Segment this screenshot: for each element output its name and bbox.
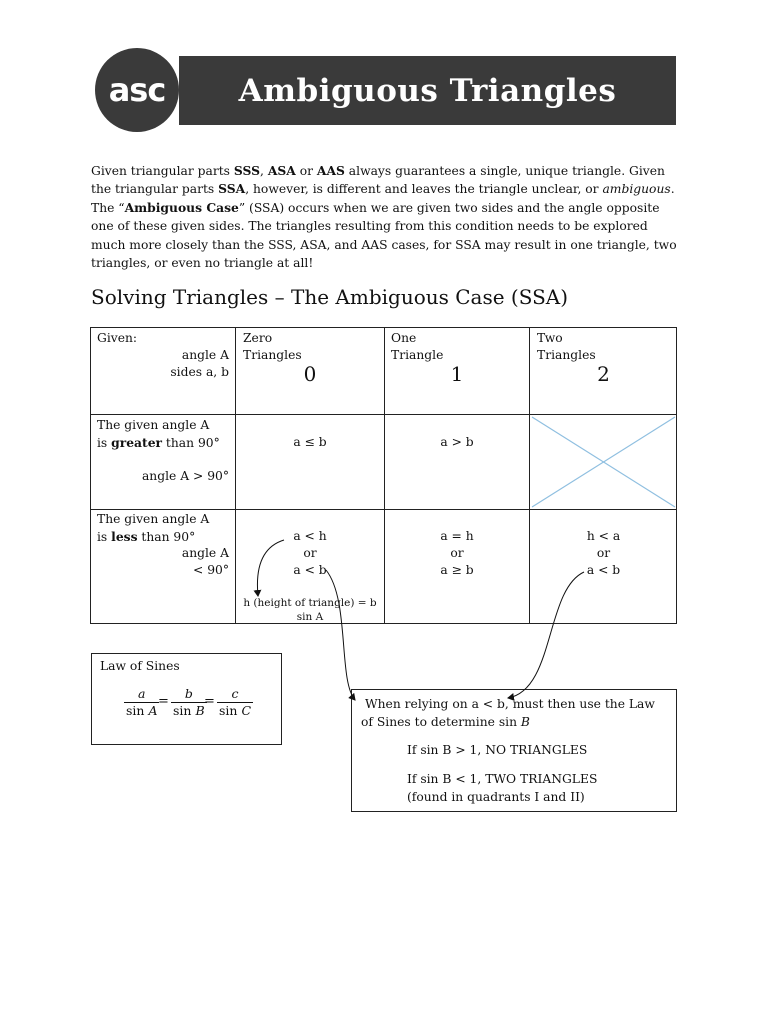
row-greater-zero: a ≤ b — [293, 435, 327, 449]
procedure-no-triangles: If sin B > 1, NO TRIANGLES — [407, 743, 588, 757]
procedure-line1: When relying on a < b, must then use the Law — [365, 697, 655, 711]
height-note-line1: h (height of triangle) = b — [243, 597, 377, 609]
row-less-line1: The given angle A — [97, 512, 210, 526]
procedure-two-triangles: If sin B < 1, TWO TRIANGLES — [407, 772, 598, 786]
procedure-line2: of Sines to determine sin B — [361, 715, 530, 729]
ssa-procedure-box — [351, 689, 677, 812]
row-less-two-3: a < b — [586, 563, 621, 577]
row-less-zero-3: a < b — [293, 563, 327, 577]
header-one-count: 1 — [450, 362, 464, 386]
header-one-line1: One — [391, 331, 417, 345]
law-of-sines-title: Law of Sines — [100, 659, 180, 673]
header-two-count: 2 — [597, 362, 610, 386]
row-less-two-2: or — [596, 546, 611, 560]
height-note-line2: sin A — [296, 611, 324, 623]
given-label: Given: — [97, 331, 138, 345]
row-less-cond1: angle A — [181, 546, 229, 560]
page-title: Ambiguous Triangles — [179, 56, 676, 125]
intro-paragraph: Given triangular parts SSS, ASA or AAS always guarantees a single, unique triangle. Given the triangular parts SSA, however, is different and leaves the triangle unclear, or ambiguous. The “Ambiguous Case” (SSA) occurs when we are given two sides and the angle opposite one of these given sides. The triangles resulting from this condition needs to be explored much more closely than the SSS, ASA, and AAS cases, for SSA may result in one triangle, two triangles, or even no triangle at all! — [91, 163, 677, 271]
law-of-sines-box — [91, 653, 282, 745]
row-greater-condition: angle A > 90° — [141, 469, 229, 483]
not-applicable-cross — [530, 415, 677, 509]
section-title: Solving Triangles – The Ambiguous Case (SSA) — [91, 285, 569, 309]
row-less-one-1: a = h — [440, 529, 474, 543]
row-less-zero-2: or — [303, 546, 317, 560]
given-angle: angle A — [181, 348, 229, 362]
header-zero-line2: Triangles — [243, 348, 302, 362]
procedure-quadrants-note: (found in quadrants I and II) — [407, 790, 585, 804]
asc-logo: asc — [108, 71, 166, 109]
row-greater-line1: The given angle A — [97, 418, 210, 432]
header-one-line2: Triangle — [391, 348, 444, 362]
fraction-c-over-sinC: $\frac{c}{\text{sin C}}$ — [219, 686, 252, 718]
header-two-line1: Two — [537, 331, 563, 345]
row-greater-one: a > b — [440, 435, 474, 449]
equals-1: = — [158, 694, 169, 709]
fraction-a-over-sinA: $\frac{a}{\text{sin A}}$ — [126, 686, 158, 718]
header-zero-count: 0 — [303, 362, 317, 386]
header-zero-line1: Zero — [243, 331, 273, 345]
row-less-one-3: a ≥ b — [440, 563, 474, 577]
row-less-one-2: or — [450, 546, 464, 560]
row-less-line2: is less than 90° — [97, 529, 196, 544]
ssa-table — [90, 327, 677, 624]
row-less-zero-1: a < h — [293, 529, 327, 543]
header-two-line2: Triangles — [537, 348, 596, 362]
equals-2: = — [204, 694, 215, 709]
given-sides: sides a, b — [170, 365, 229, 379]
row-less-cond2: < 90° — [192, 563, 229, 577]
fraction-b-over-sinB: $\frac{b}{\text{sin B}}$ — [173, 686, 205, 718]
row-greater-line2: is greater than 90° — [97, 435, 220, 450]
row-less-two-1: h < a — [586, 529, 621, 543]
